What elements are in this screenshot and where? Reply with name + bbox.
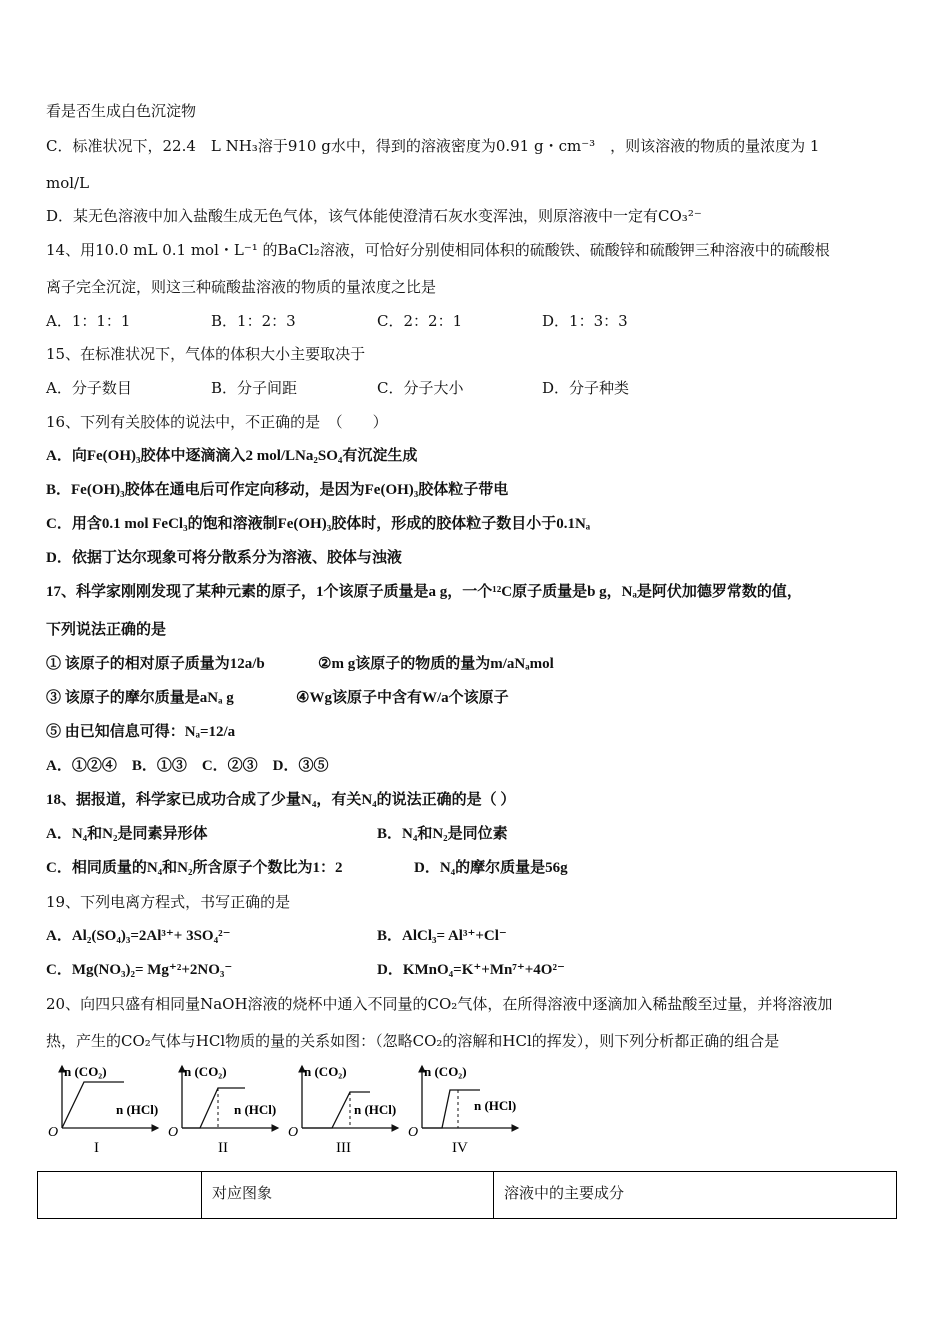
q20-answer-table [37,1171,897,1219]
q18-option-d: D．N₄的摩尔质量是56g [414,860,568,876]
table-row [38,1172,897,1219]
q17-statement-1: ① 该原子的相对原子质量为12a/b [46,656,265,672]
q17-statement-3: ③ 该原子的摩尔质量是aNₐ g [46,690,234,706]
q13-option-d: D．某无色溶液中加入盐酸生成无色气体，该气体能使澄清石灰水变浑浊，则原溶液中一定有CO₃²⁻ [46,207,702,225]
q18-option-c: C．相同质量的N₄和N₂所含原子个数比为1：2 [46,860,343,876]
graph-1-origin: O [48,1125,59,1140]
graph-4 [408,1064,518,1156]
graph-1-label: I [94,1140,99,1156]
q17-statement-2: ②m g该原子的物质的量为m/aNₐmol [318,656,554,672]
q13-option-c-cont: mol/L [46,174,90,192]
q14-option-b: B．1：2：3 [211,312,296,330]
q15-option-c: C．分子大小 [377,379,464,397]
q19-option-d: D．KMnO₄=K⁺+Mn⁷⁺+4O²⁻ [377,962,565,978]
q13-option-c: C．标准状况下，22.4 L NH₃溶于910 g水中，得到的溶液密度为0.91 g・cm⁻³ ，则该溶液的物质的量浓度为 1 [46,137,820,155]
q20-graphs [40,1060,540,1160]
graph-4-xlabel: n (HCl) [474,1098,517,1113]
graph-3-origin: O [288,1125,299,1140]
graph-3-xlabel: n (HCl) [354,1102,397,1117]
q16-option-c: C．用含0.1 mol FeCl₃的饱和溶液制Fe(OH)₃胶体时，形成的胶体粒子数目小于0.1Nₐ [46,516,591,532]
table-header-empty [38,1172,202,1219]
graph-1-xlabel: n (HCl) [116,1102,159,1117]
q19-option-c: C．Mg(NO₃)₂= Mg⁺²+2NO₃⁻ [46,962,233,978]
graph-2-label: II [218,1140,228,1156]
q14-stem-1: 14、用10.0 mL 0.1 mol・L⁻¹ 的BaCl₂溶液，可恰好分别使相同体积的硫酸铁、硫酸锌和硫酸钾三种溶液中的硫酸根 [46,241,830,259]
q17-stem-1: 17、科学家刚刚发现了某种元素的原子，1个该原子质量是a g，一个¹²C原子质量是b g，Nₐ是阿伏加德罗常数的值， [46,584,802,600]
q15-option-a: A．分子数目 [46,379,132,397]
graph-1-ylabel: n (CO₂) [64,1064,107,1079]
q16-option-a: A．向Fe(OH)₃胶体中逐滴滴入2 mol/LNa₂SO₄有沉淀生成 [46,448,418,464]
q18-stem: 18、据报道，科学家已成功合成了少量N₄，有关N₄的说法正确的是（ ） [46,792,516,808]
q20-stem-2: 热，产生的CO₂气体与HCl物质的量的关系如图：（忽略CO₂的溶解和HCl的挥发），则下列分析都正确的组合是 [46,1032,780,1050]
q19-stem: 19、下列电离方程式，书写正确的是 [46,893,291,911]
q17-stem-2: 下列说法正确的是 [46,622,167,638]
q17-options: A．①②④ B．①③ C．②③ D．③⑤ [46,758,329,774]
q14-option-c: C．2：2：1 [377,312,463,330]
graph-2-xlabel: n (HCl) [234,1102,277,1117]
graph-4-ylabel: n (CO₂) [424,1064,467,1079]
q18-option-b: B．N₄和N₂是同位素 [377,826,508,842]
q18-option-a: A．N₄和N₂是同素异形体 [46,826,208,842]
q20-stem-1: 20、向四只盛有相同量NaOH溶液的烧杯中通入不同量的CO₂气体，在所得溶液中逐滴加入稀盐酸至过量，并将溶液加 [46,995,833,1013]
q19-option-b: B．AlCl₃= Al³⁺+Cl⁻ [377,928,507,944]
graph-3 [288,1064,398,1156]
graph-2 [168,1064,278,1156]
q15-option-d: D．分子种类 [542,379,630,397]
q14-option-a: A．1：1：1 [46,312,131,330]
q15-stem: 15、在标准状况下，气体的体积大小主要取决于 [46,345,366,363]
q14-stem-2: 离子完全沉淀，则这三种硫酸盐溶液的物质的量浓度之比是 [46,278,437,296]
q13-b-tail: 看是否生成白色沉淀物 [46,102,197,120]
graph-4-label: IV [452,1140,468,1156]
graph-2-ylabel: n (CO₂) [184,1064,227,1079]
q17-statement-4: ④Wg该原子中含有W/a个该原子 [296,690,509,706]
graph-4-origin: O [408,1125,419,1140]
q16-option-b: B．Fe(OH)₃胶体在通电后可作定向移动，是因为Fe(OH)₃胶体粒子带电 [46,482,509,498]
graph-1 [48,1064,158,1156]
q20-graphs-svg [40,1060,540,1160]
table-header-graph: 对应图象 [202,1172,494,1219]
q17-statement-5: ⑤ 由已知信息可得：Nₐ=12/a [46,724,236,740]
table-header-components: 溶液中的主要成分 [494,1172,897,1219]
q16-option-d: D．依据丁达尔现象可将分散系分为溶液、胶体与浊液 [46,550,402,566]
graph-3-label: III [336,1140,351,1156]
graph-3-ylabel: n (CO₂) [304,1064,347,1079]
q14-option-d: D．1：3：3 [542,312,628,330]
q19-option-a: A．Al₂(SO₄)₃=2Al³⁺+ 3SO₄²⁻ [46,928,231,944]
q16-stem: 16、下列有关胶体的说法中，不正确的是 （ ） [46,413,388,431]
q15-option-b: B．分子间距 [211,379,298,397]
graph-2-origin: O [168,1125,179,1140]
